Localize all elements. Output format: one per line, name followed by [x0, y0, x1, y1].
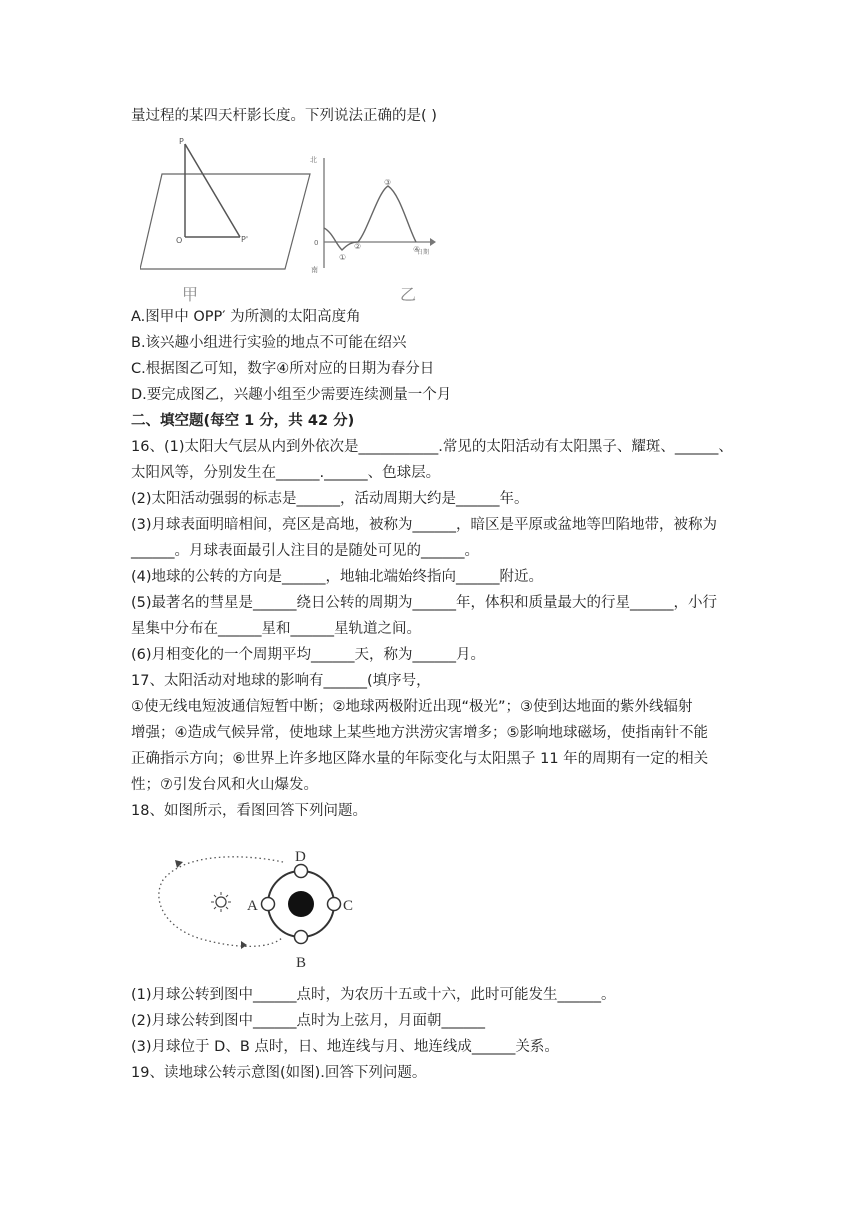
- shadow-curve: [324, 186, 416, 250]
- moon-a: [262, 898, 275, 911]
- option-a: A.图甲中 OPP′ 为所测的太阳高度角: [131, 309, 361, 325]
- label-c: C: [343, 898, 354, 914]
- option-c: C.根据图乙可知，数字④所对应的日期为春分日: [131, 361, 435, 377]
- figure-jia-label: 甲: [182, 285, 199, 304]
- x-axis-label: 日期: [417, 249, 430, 256]
- label-d: D: [295, 849, 306, 865]
- q17-line: 性；⑦引发台风和火山爆发。: [131, 777, 318, 793]
- earth-icon: [288, 891, 314, 917]
- mark-3: ③: [384, 178, 392, 187]
- q17-line: 17、太阳活动对地球的影响有______(填序号，: [131, 673, 431, 689]
- north-label: 北: [310, 156, 317, 164]
- figure-yi: [308, 152, 440, 304]
- section-2-title: 二、填空题(每空 1 分，共 42 分): [131, 413, 355, 429]
- label-b: B: [296, 955, 307, 971]
- origin-label: 0: [314, 239, 319, 247]
- point-p-prime: P': [241, 235, 249, 244]
- q16-line: 太阳风等，分别发生在______.______、色球层。: [131, 465, 441, 481]
- q17-line: ①使无线电短波通信短暂中断；②地球两极附近出现“极光”；③使到达地面的紫外线辐射: [131, 699, 693, 715]
- q16-line: (2)太阳活动强弱的标志是______，活动周期大约是______年。: [131, 491, 529, 507]
- figure-jia: [140, 134, 325, 304]
- q16-line: (3)月球表面明暗相间，亮区是高地，被称为______，暗区是平原或盆地等凹陷地带，被称为: [131, 517, 718, 533]
- q19-title: 19、读地球公转示意图(如图).回答下列问题。: [131, 1065, 427, 1081]
- moon-b: [295, 931, 308, 944]
- ground-plane: [140, 174, 310, 269]
- q16-line: (6)月相变化的一个周期平均______天，称为______月。: [131, 647, 486, 663]
- figure-moon-orbit: [155, 842, 365, 972]
- q16-line: 16、(1)太阳大气层从内到外依次是___________.常见的太阳活动有太阳黑子、耀斑、______、: [131, 439, 733, 455]
- x-axis-arrow: [430, 238, 436, 246]
- q16-line: (4)地球的公转的方向是______，地轴北端始终指向______附近。: [131, 569, 544, 585]
- label-a: A: [247, 898, 258, 914]
- south-label: 南: [311, 266, 318, 274]
- point-p: P: [179, 137, 184, 146]
- mark-1: ①: [339, 253, 347, 262]
- mark-2: ②: [354, 242, 362, 251]
- q18-line: (2)月球公转到图中______点时为上弦月，月面朝______: [131, 1013, 486, 1029]
- figure-yi-label: 乙: [400, 285, 417, 304]
- moon-d: [295, 865, 308, 878]
- option-b: B.该兴趣小组进行实验的地点不可能在绍兴: [131, 335, 407, 351]
- q16-line: (5)最著名的彗星是______绕日公转的周期为______年，体积和质量最大的行星______，小行: [131, 595, 718, 611]
- option-d: D.要完成图乙，兴趣小组至少需要连续测量一个月: [131, 387, 452, 403]
- point-o: O: [176, 236, 183, 245]
- q18-line: (3)月球位于 D、B 点时，日、地连线与月、地连线成______关系。: [131, 1039, 559, 1055]
- q16-line: ______。月球表面最引人注目的是随处可见的______。: [131, 543, 479, 559]
- orbit-arrow-top: [175, 860, 183, 868]
- orbit-arrow-bottom: [241, 941, 247, 949]
- q16-line: 星集中分布在______星和______星轨道之间。: [131, 621, 421, 637]
- sun-icon: [211, 892, 231, 912]
- mark-4: ④: [413, 245, 421, 254]
- question-15-tail: 量过程的某四天杆影长度。下列说法正确的是( ): [131, 108, 437, 124]
- moon-c: [328, 898, 341, 911]
- q18-title: 18、如图所示，看图回答下列问题。: [131, 803, 367, 819]
- q17-line: 正确指示方向；⑥世界上许多地区降水量的年际变化与太阳黑子 11 年的周期有一定的相关: [131, 751, 709, 767]
- sun-ray-line: [185, 144, 240, 237]
- q17-line: 增强；④造成气候异常，使地球上某些地方洪涝灾害增多；⑤影响地球磁场，使指南针不能: [131, 725, 708, 741]
- q18-line: (1)月球公转到图中______点时，为农历十五或十六，此时可能发生______。: [131, 987, 616, 1003]
